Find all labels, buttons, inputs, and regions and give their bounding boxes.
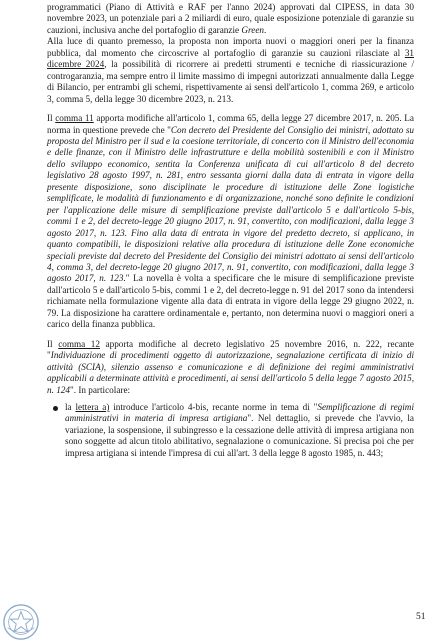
text-run: Il xyxy=(47,113,56,124)
text-run: la xyxy=(65,401,76,412)
quoted-title-italic: Semplificazione di regimi amministrativi in materia di impresa artigiana xyxy=(65,401,414,424)
paragraph-cauzioni-potential xyxy=(47,2,414,36)
text-run: Alla luce di quanto premesso, la proposta non importa nuovi o maggiori oneri per la finanza pubblica, dal momento che circoscrive al portafoglio di garanzie su cauzioni rilasciate al xyxy=(47,36,414,58)
text-run: programmatici (Piano di Attività e RAF per l'anno 2024) approvati dal CIPESS, in data 30 novembre 2023, un potenziale pari a 2 miliardi di euro, quale esposizione potenziale di garanzie su cauzioni, inclusiva anche del portafoglio di garanzie xyxy=(47,2,414,35)
text-run: ". Nel dettaglio, si prevede che l'avvio, la variazione, la sospensione, il subingresso e la cessazione delle attività di impresa artigiana non sono soggette ad alcun titolo abilitativo, segnalazione o comunicazione. Si precisa poi che per impresa artigiana si intende l'impresa di cui all'art. 3 della legge 8 agosto 1985, n. 443; xyxy=(65,413,414,458)
letter-reference: lettera a) xyxy=(75,401,110,412)
document-page xyxy=(47,2,414,459)
republic-emblem-icon xyxy=(2,603,40,641)
text-run: introduce l'articolo 4-bis, recante norme in tema di " xyxy=(109,401,318,412)
text-run-italic: Green xyxy=(241,24,265,35)
text-run: apporta modifiche all'articolo 1, comma 65, della legge 27 dicembre 2017, n. 205. La norma in questione prevede che " xyxy=(47,113,414,135)
quoted-title-italic: Individuazione di procedimenti oggetto di autorizzazione, segnalazione certificata di inizio di attività (SCIA), silenzio assenso e comunicazione e di definizione dei regimi amministrativi applicabili a determinate attività e procedimenti, ai sensi dell'articolo 5 della legge 7 agosto 2015, n. 124 xyxy=(47,350,414,395)
text-run: , la possibilità di ricorrere ai predetti strumenti e tecniche di riassicurazione / controgaranzia, ma sempre entro il limite massimo di impegni autorizzati annualmente dalla Legge di Bilancio, per entrambi gli schemi, rispettivamente ai sensi dell'articolo 1, comma 269, e articolo 3, comma 5, della legge 30 dicembre 2023, n. 213. xyxy=(47,59,414,104)
text-run: Il xyxy=(47,338,59,349)
underlined-date: 31 dicembre 2024 xyxy=(47,47,414,70)
text-run: . xyxy=(264,24,267,35)
paragraph-comma-11 xyxy=(47,113,414,331)
text-run: " La novella è volta a specificare che le misure di semplificazione previste dall'articolo 5 e dall'articolo 5-bis, commi 1 e 2, del decreto-legge n. 91 del 2017 sono da intendersi richiamate nella formulazione vigente alla data di entrata in vigore della legge 29 giugno 2022, n. 79. La disposizione ha carattere ordinamentale e, pertanto, non determina nuovi o maggiori oneri a carico della finanza pubblica. xyxy=(47,273,414,330)
page-number: 51 xyxy=(416,612,426,622)
paragraph-comma-12 xyxy=(47,339,414,396)
text-run: apporta modifiche al decreto legislativo 25 novembre 2016, n. 222, recante " xyxy=(47,338,414,361)
quoted-norm-italic: Con decreto del Presidente del Consiglio dei ministri, adottato su proposta del Ministro per il sud e la coesione territoriale, di concerto con il Ministro dell'economia e delle finanze, con il Ministro delle infrastrutture e della mobilità sostenibili e con il Ministro dello sviluppo economico, sentita la Conferenza unificata di cui all'articolo 8 del decreto legislativo 28 agosto 1997, n. 281, entro sessanta giorni dalla data di entrata in vigore della presente disposizione, sono disciplinate le procedure di istituzione delle Zone logistiche semplificate, le modalità di funzionamento e di organizzazione, nonché sono definite le condizioni per l'applicazione delle misure di semplificazione previste dall'articolo 5 e dall'articolo 5-bis, commi 1 e 2, del decreto-legge 20 giugno 2017, n. 91, convertito, con modificazioni, dalla legge 3 agosto 2017, n. 123. Fino alla data di entrata in vigore del predetto decreto, si applicano, in quanto compatibili, le disposizioni relative alla procedura di istituzione delle Zone economiche speciali previste dal decreto del Presidente del Consiglio dei ministri adottato ai sensi dell'articolo 4, comma 3, del decreto-legge 20 giugno 2017, n. 91, convertito, con modificazioni, dalla legge 3 agosto 2017, n. 123. xyxy=(47,124,415,284)
paragraph-oneri xyxy=(47,36,414,105)
bullet-icon xyxy=(53,406,58,411)
text-run: ". In particolare: xyxy=(69,384,131,395)
comma-reference: comma 12 xyxy=(58,338,100,349)
comma-reference: comma 11 xyxy=(55,113,94,124)
list-item xyxy=(47,402,414,459)
bullet-list xyxy=(47,402,414,459)
